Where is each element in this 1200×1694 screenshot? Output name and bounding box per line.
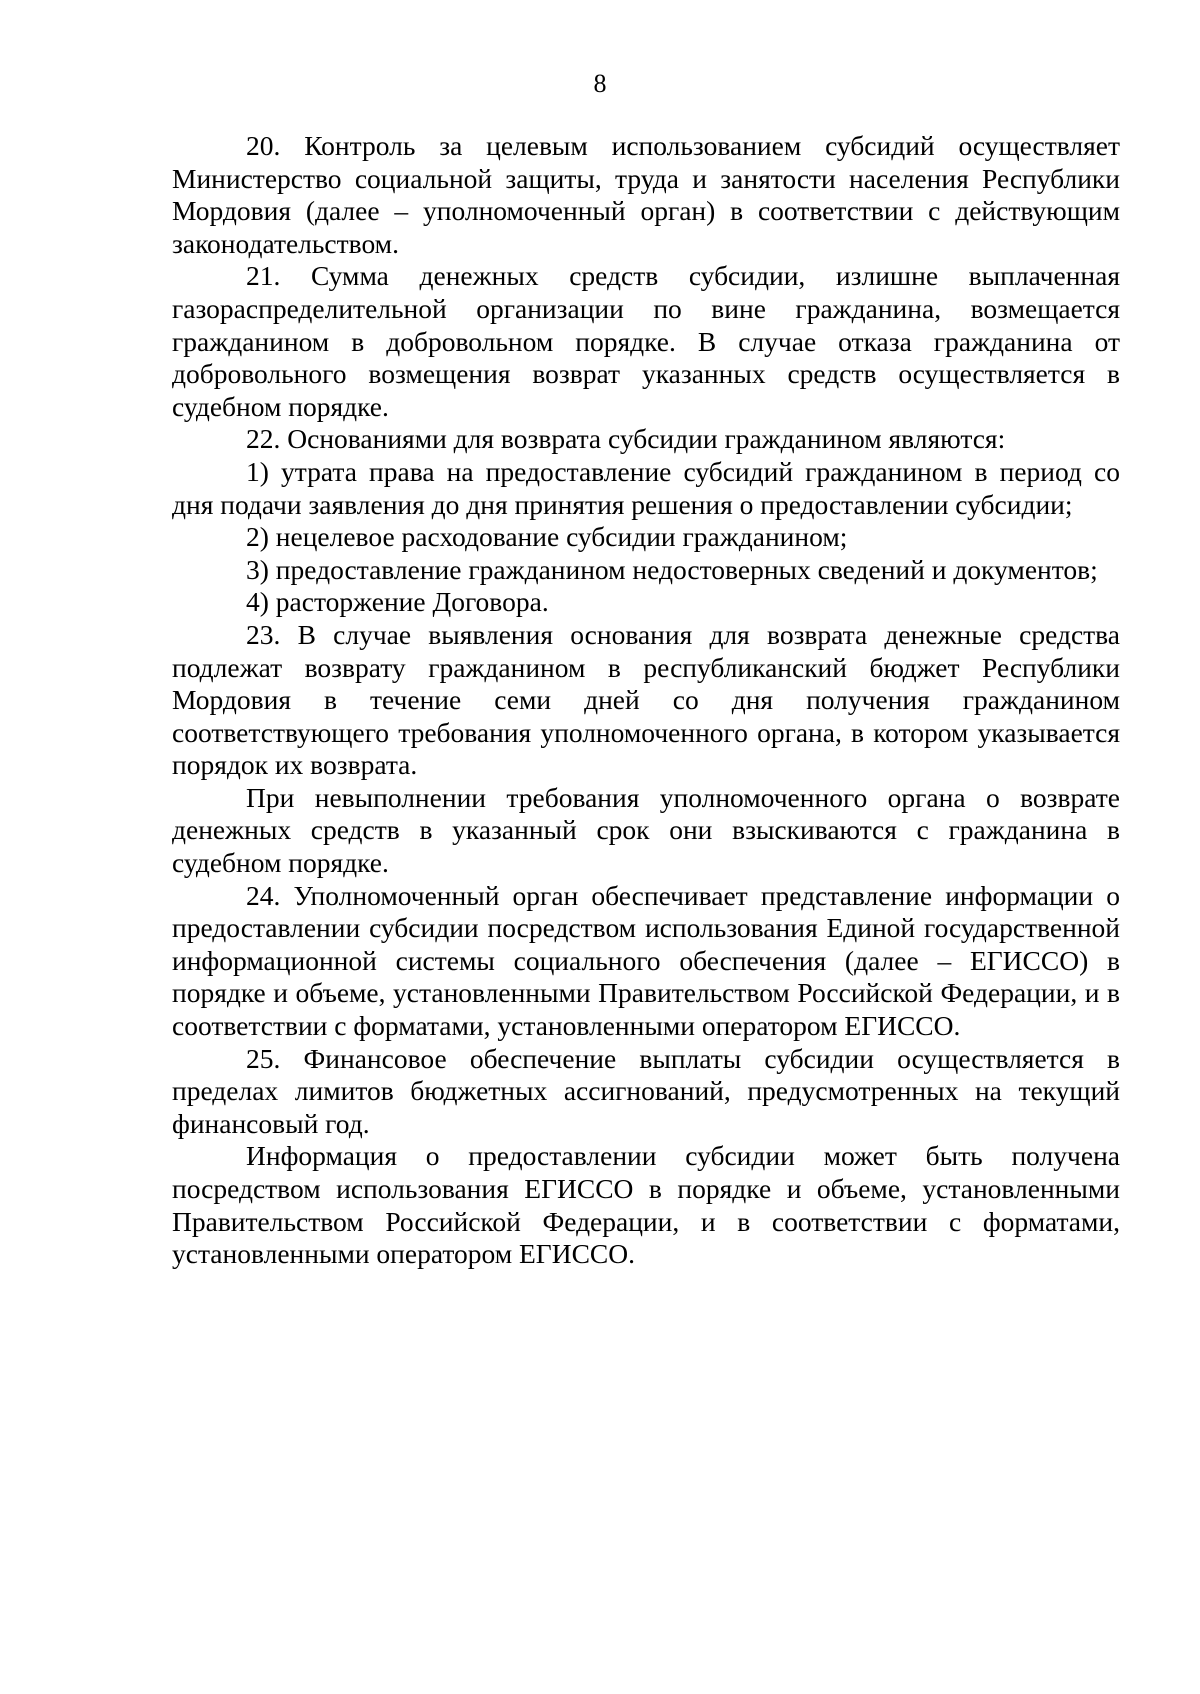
- list-item-ground-2: 2) нецелевое расходование субсидии гражданином;: [246, 521, 848, 553]
- paragraph-clause-21: 21. Сумма денежных средств субсидии, излишне выплаченная газораспределительной организации по вине гражданина, возмещается гражданином в добровольном порядке. В случае отказа гражданина от добровольного возмещения возврат указанных средств осуществляется в судебном порядке.: [172, 260, 1120, 422]
- list-item-ground-1: 1) утрата права на предоставление субсидий гражданином в период со дня подачи заявления до дня принятия решения о предоставлении субсидии;: [172, 455, 1120, 520]
- paragraph-clause-25: 25. Финансовое обеспечение выплаты субсидии осуществляется в пределах лимитов бюджетных ассигнований, предусмотренных на текущий финансовый год.: [172, 1042, 1120, 1139]
- paragraph-clause-23: 23. В случае выявления основания для возврата денежные средства подлежат возврату гражданином в республиканский бюджет Республики Мордовия в течение семи дней со дня получения гражданином соответствующего требования уполномоченного органа, в котором указывается порядок их возврата.: [172, 618, 1120, 781]
- paragraph-clause-23-continued: При невыполнении требования уполномоченного органа о возврате денежных средств в указанный срок они взыскиваются с гражданина в судебном порядке.: [172, 781, 1120, 879]
- paragraph-clause-20: 20. Контроль за целевым использованием субсидий осуществляет Министерство социальной защиты, труда и занятости населения Республики Мордовия (далее – уполномоченный орган) в соответствии с действующим законодательством.: [172, 130, 1120, 259]
- page-number: 8: [593, 69, 607, 98]
- document-body: [172, 130, 1120, 1271]
- list-item-ground-4: 4) расторжение Договора.: [246, 586, 549, 618]
- list-item-ground-3: 3) предоставление гражданином недостоверных сведений и документов;: [246, 553, 1098, 585]
- paragraph-clause-25-continued: Информация о предоставлении субсидии может быть получена посредством использования ЕГИССО в порядке и объеме, установленными Правительством Российской Федерации, и в соответствии с форматами, установленными оператором ЕГИССО.: [172, 1140, 1120, 1270]
- paragraph-clause-22: 22. Основаниями для возврата субсидии гражданином являются:: [246, 423, 1006, 455]
- paragraph-clause-24: 24. Уполномоченный орган обеспечивает представление информации о предоставлении субсидии посредством использования Единой государственной информационной системы социального обеспечения (далее – ЕГИССО) в порядке и объеме, установленными Правительством Российской Федерации, и в соответствии с форматами, установленными оператором ЕГИССО.: [172, 879, 1120, 1042]
